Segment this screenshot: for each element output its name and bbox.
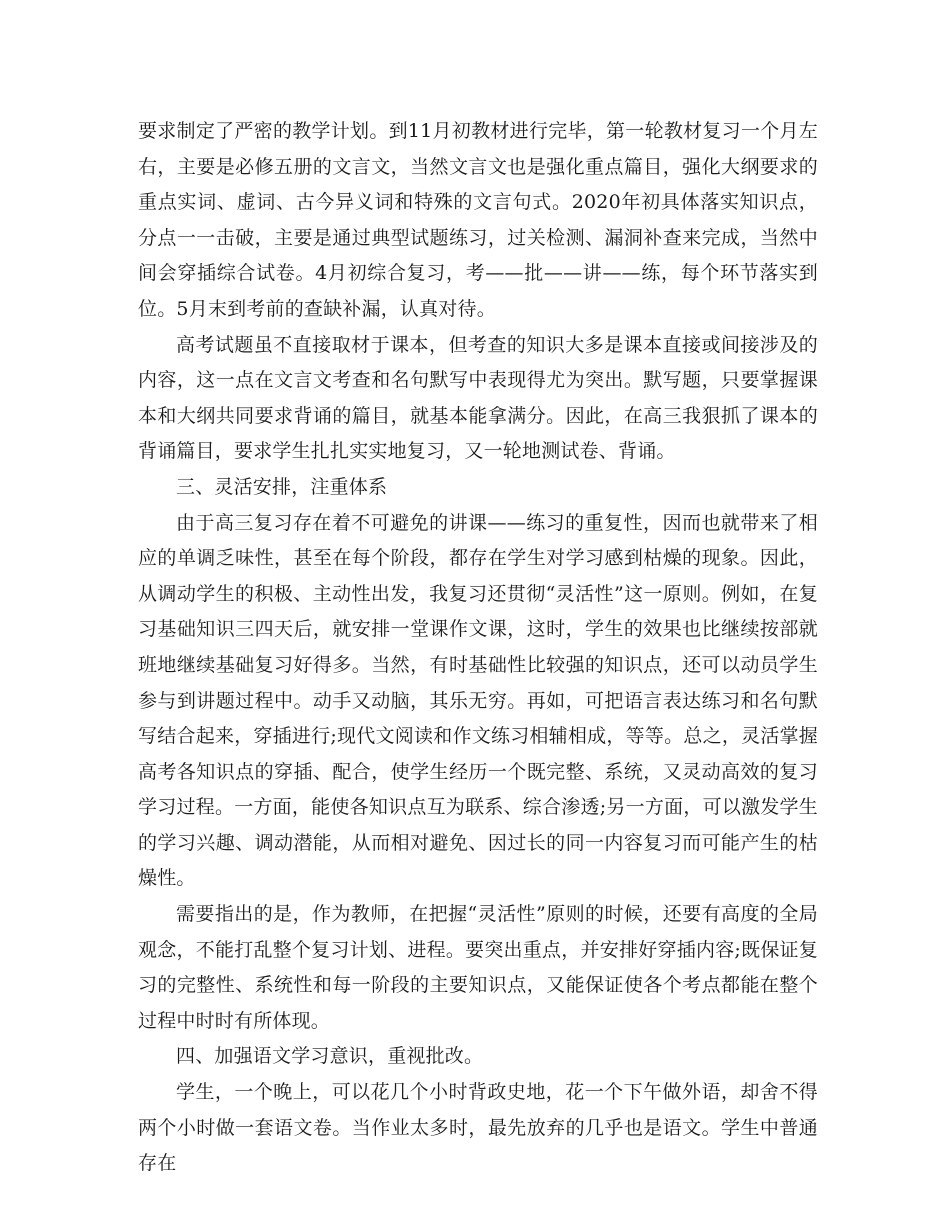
section-heading-3: 三、灵活安排，注重体系 [176, 475, 388, 498]
paragraph-continuation: 要求制定了严密的教学计划。到11月初教材进行完毕，第一轮教材复习一个月左右，主要是必修五册的文言文，当然文言文也是强化重点篇目，强化大纲要求的重点实词、虚词、古今异义词和特殊的文言句式。2020年初具体落实知识点，分点一一击破，主要是通过典型试题练习，过关检测、漏洞补查来完成，当然中间会穿插综合试卷。4月初综合复习，考——批——讲——练，每个环节落实到位。5月末到考前的查缺补漏，认真对待。 [138, 120, 818, 320]
paragraph: 由于高三复习存在着不可避免的讲课——练习的重复性，因而也就带来了相应的单调乏味性，甚至在每个阶段，都存在学生对学习感到枯燥的现象。因此，从调动学生的积极、主动性出发，我复习还贯彻“灵活性”这一原则。例如，在复习基础知识三四天后，就安排一堂课作文课，这时，学生的效果也比继续按部就班地继续基础复习好得多。当然，有时基础性比较强的知识点，还可以动员学生参与到讲题过程中。动手又动脑，其乐无穷。再如，可把语言表达练习和名句默写结合起来，穿插进行;现代文阅读和作文练习相辅相成，等等。总之，灵活掌握高考各知识点的穿插、配合，使学生经历一个既完整、系统，又灵动高效的复习学习过程。一方面，能使各知识点互为联系、综合渗透;另一方面，可以激发学生的学习兴趣、调动潜能，从而相对避免、因过长的同一内容复习而可能产生的枯燥性。 [138, 511, 818, 890]
section-heading-4: 四、加强语文学习意识，重视批改。 [176, 1045, 484, 1068]
paragraph: 学生，一个晚上，可以花几个小时背政史地，花一个下午做外语，却舍不得两个小时做一套语文卷。当作业太多时，最先放弃的几乎也是语文。学生中普通存在 [138, 1081, 818, 1175]
document-body [138, 114, 818, 1182]
paragraph: 高考试题虽不直接取材于课本，但考查的知识大多是课本直接或间接涉及的内容，这一点在文言文考查和名句默写中表现得尤为突出。默写题，只要掌握课本和大纲共同要求背诵的篇目，就基本能拿满分。因此，在高三我狠抓了课本的背诵篇目，要求学生扎扎实实地复习，又一轮地测试卷、背诵。 [138, 333, 818, 463]
paragraph: 需要指出的是，作为教师，在把握“灵活性”原则的时候，还要有高度的全局观念，不能打乱整个复习计划、进程。要突出重点，并安排好穿插内容;既保证复习的完整性、系统性和每一阶段的主要知识点，又能保证使各个考点都能在整个过程中时时有所体现。 [138, 903, 818, 1032]
